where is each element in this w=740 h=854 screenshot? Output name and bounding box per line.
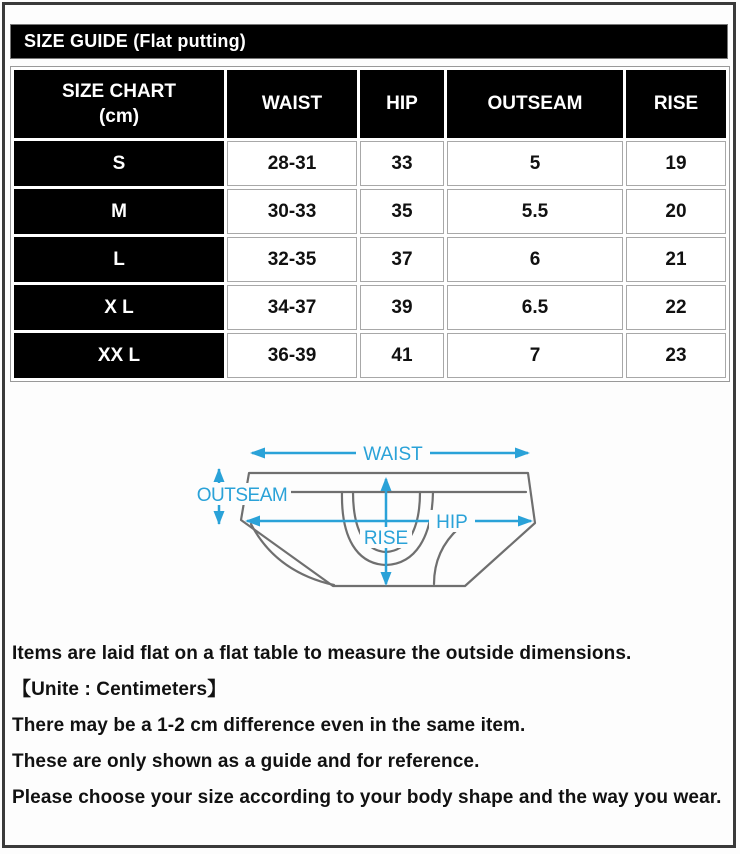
column-header-rise: RISE xyxy=(626,70,726,138)
column-header-outseam: OUTSEAM xyxy=(447,70,623,138)
outseam-cell: 5.5 xyxy=(447,189,623,234)
waist-cell: 30-33 xyxy=(227,189,357,234)
column-header-waist: WAIST xyxy=(227,70,357,138)
hip-cell: 41 xyxy=(360,333,444,378)
left-leg-curve xyxy=(251,524,334,585)
size-label-cell: M xyxy=(14,189,224,234)
table-row xyxy=(14,141,726,186)
note-line: Items are laid flat on a flat table to measure the outside dimensions. xyxy=(12,643,632,664)
note-line: 【Unite : Centimeters】 xyxy=(12,679,227,700)
size-label-cell: S xyxy=(14,141,224,186)
corner-header-cell xyxy=(14,70,224,138)
note-line: Please choose your size according to your body shape and the way you wear. xyxy=(12,787,722,808)
waist-cell: 32-35 xyxy=(227,237,357,282)
size-label-cell: X L xyxy=(14,285,224,330)
rise-label: RISE xyxy=(363,528,409,549)
note-line: These are only shown as a guide and for reference. xyxy=(12,751,480,772)
rise-cell: 20 xyxy=(626,189,726,234)
rise-arrowhead-down xyxy=(381,572,392,586)
outseam-cell: 7 xyxy=(447,333,623,378)
outseam-cell: 5 xyxy=(447,141,623,186)
outseam-arrowhead-down xyxy=(214,511,225,525)
size-chart-table xyxy=(10,66,730,382)
page-title: SIZE GUIDE (Flat putting) xyxy=(10,24,728,59)
rise-cell: 22 xyxy=(626,285,726,330)
hip-cell: 37 xyxy=(360,237,444,282)
outseam-arrowhead-up xyxy=(214,468,225,482)
table-row xyxy=(14,237,726,282)
table-row xyxy=(14,189,726,234)
table-row xyxy=(14,285,726,330)
hip-arrowhead-right xyxy=(518,516,533,527)
outseam-label: OUTSEAM xyxy=(196,485,288,506)
corner-header-line2: (cm) xyxy=(98,105,140,127)
hip-cell: 35 xyxy=(360,189,444,234)
note-line: There may be a 1-2 cm difference even in the same item. xyxy=(12,715,526,736)
rise-cell: 23 xyxy=(626,333,726,378)
outseam-cell: 6 xyxy=(447,237,623,282)
size-label-cell: L xyxy=(14,237,224,282)
measurement-diagram xyxy=(168,420,592,632)
notes-block xyxy=(12,636,728,816)
size-label-cell: XX L xyxy=(14,333,224,378)
waist-label: WAIST xyxy=(363,444,423,465)
hip-cell: 39 xyxy=(360,285,444,330)
hip-cell: 33 xyxy=(360,141,444,186)
outseam-cell: 6.5 xyxy=(447,285,623,330)
table-row xyxy=(14,333,726,378)
column-header-hip: HIP xyxy=(360,70,444,138)
rise-cell: 19 xyxy=(626,141,726,186)
waist-arrowhead-right xyxy=(515,448,530,459)
rise-arrowhead-up xyxy=(381,477,392,491)
table-header-row xyxy=(14,70,726,138)
rise-cell: 21 xyxy=(626,237,726,282)
hip-label: HIP xyxy=(436,512,468,533)
waist-cell: 28-31 xyxy=(227,141,357,186)
waist-cell: 36-39 xyxy=(227,333,357,378)
right-leg-curve xyxy=(434,528,459,584)
corner-header-line1: SIZE CHART xyxy=(62,80,176,102)
waist-cell: 34-37 xyxy=(227,285,357,330)
waist-arrowhead-left xyxy=(250,448,265,459)
